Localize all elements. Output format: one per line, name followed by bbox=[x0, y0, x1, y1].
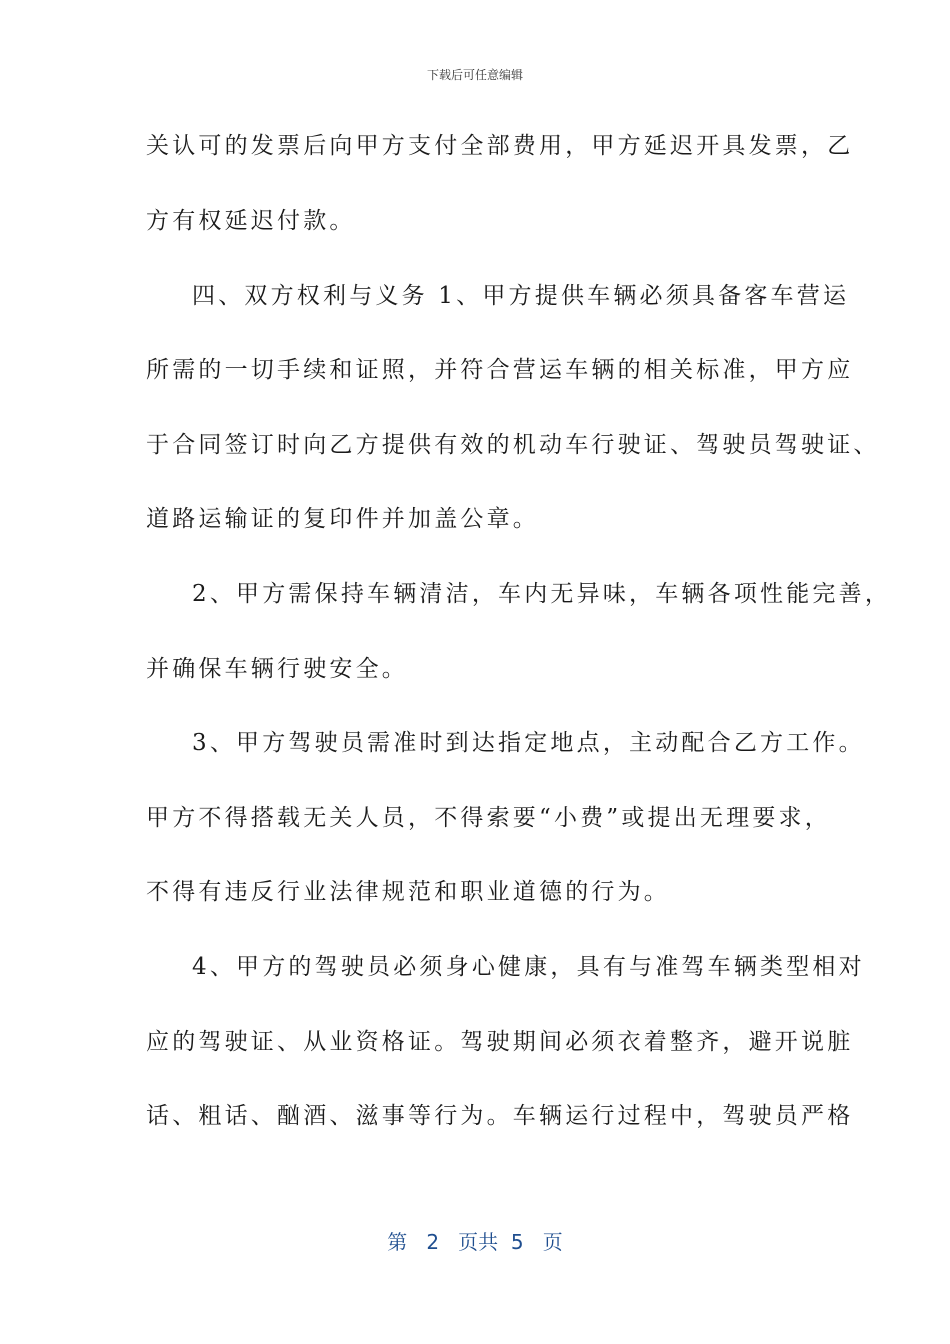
text-line: 道路运输证的复印件并加盖公章。 bbox=[146, 506, 539, 532]
current-page-number: 2 bbox=[426, 1230, 440, 1254]
text-line: 3、甲方驾驶员需准时到达指定地点，主动配合乙方工作。 bbox=[192, 730, 865, 756]
text-line: 不得有违反行业法律规范和职业道德的行为。 bbox=[146, 879, 670, 905]
footer-prefix: 第 bbox=[387, 1230, 408, 1254]
text-line: 应的驾驶证、从业资格证。驾驶期间必须衣着整齐，避开说脏 bbox=[146, 1029, 854, 1055]
text-line: 甲方不得搭载无关人员，不得索要“小费”或提出无理要求， bbox=[146, 805, 831, 831]
text-line: 2、甲方需保持车辆清洁，车内无异味，车辆各项性能完善， bbox=[192, 581, 892, 607]
page-footer bbox=[0, 1226, 950, 1255]
text-line: 于合同签订时向乙方提供有效的机动车行驶证、驾驶员驾驶证、 bbox=[146, 432, 880, 458]
text-line: 所需的一切手续和证照，并符合营运车辆的相关标准，甲方应 bbox=[146, 357, 854, 383]
text-line: 方有权延迟付款。 bbox=[146, 208, 356, 234]
text-line: 4、甲方的驾驶员必须身心健康，具有与准驾车辆类型相对 bbox=[192, 954, 865, 980]
footer-middle: 页共 bbox=[458, 1230, 499, 1254]
text-line: 并确保车辆行驶安全。 bbox=[146, 656, 408, 682]
text-line: 关认可的发票后向甲方支付全部费用，甲方延迟开具发票，乙 bbox=[146, 133, 854, 159]
footer-suffix: 页 bbox=[542, 1230, 563, 1254]
text-line: 四、双方权利与义务 1、甲方提供车辆必须具备客车营运 bbox=[192, 283, 850, 309]
total-pages-number: 5 bbox=[510, 1230, 524, 1254]
header-note: 下载后可任意编辑 bbox=[426, 68, 523, 82]
text-line: 话、粗话、酗酒、滋事等行为。车辆运行过程中，驾驶员严格 bbox=[146, 1103, 854, 1129]
